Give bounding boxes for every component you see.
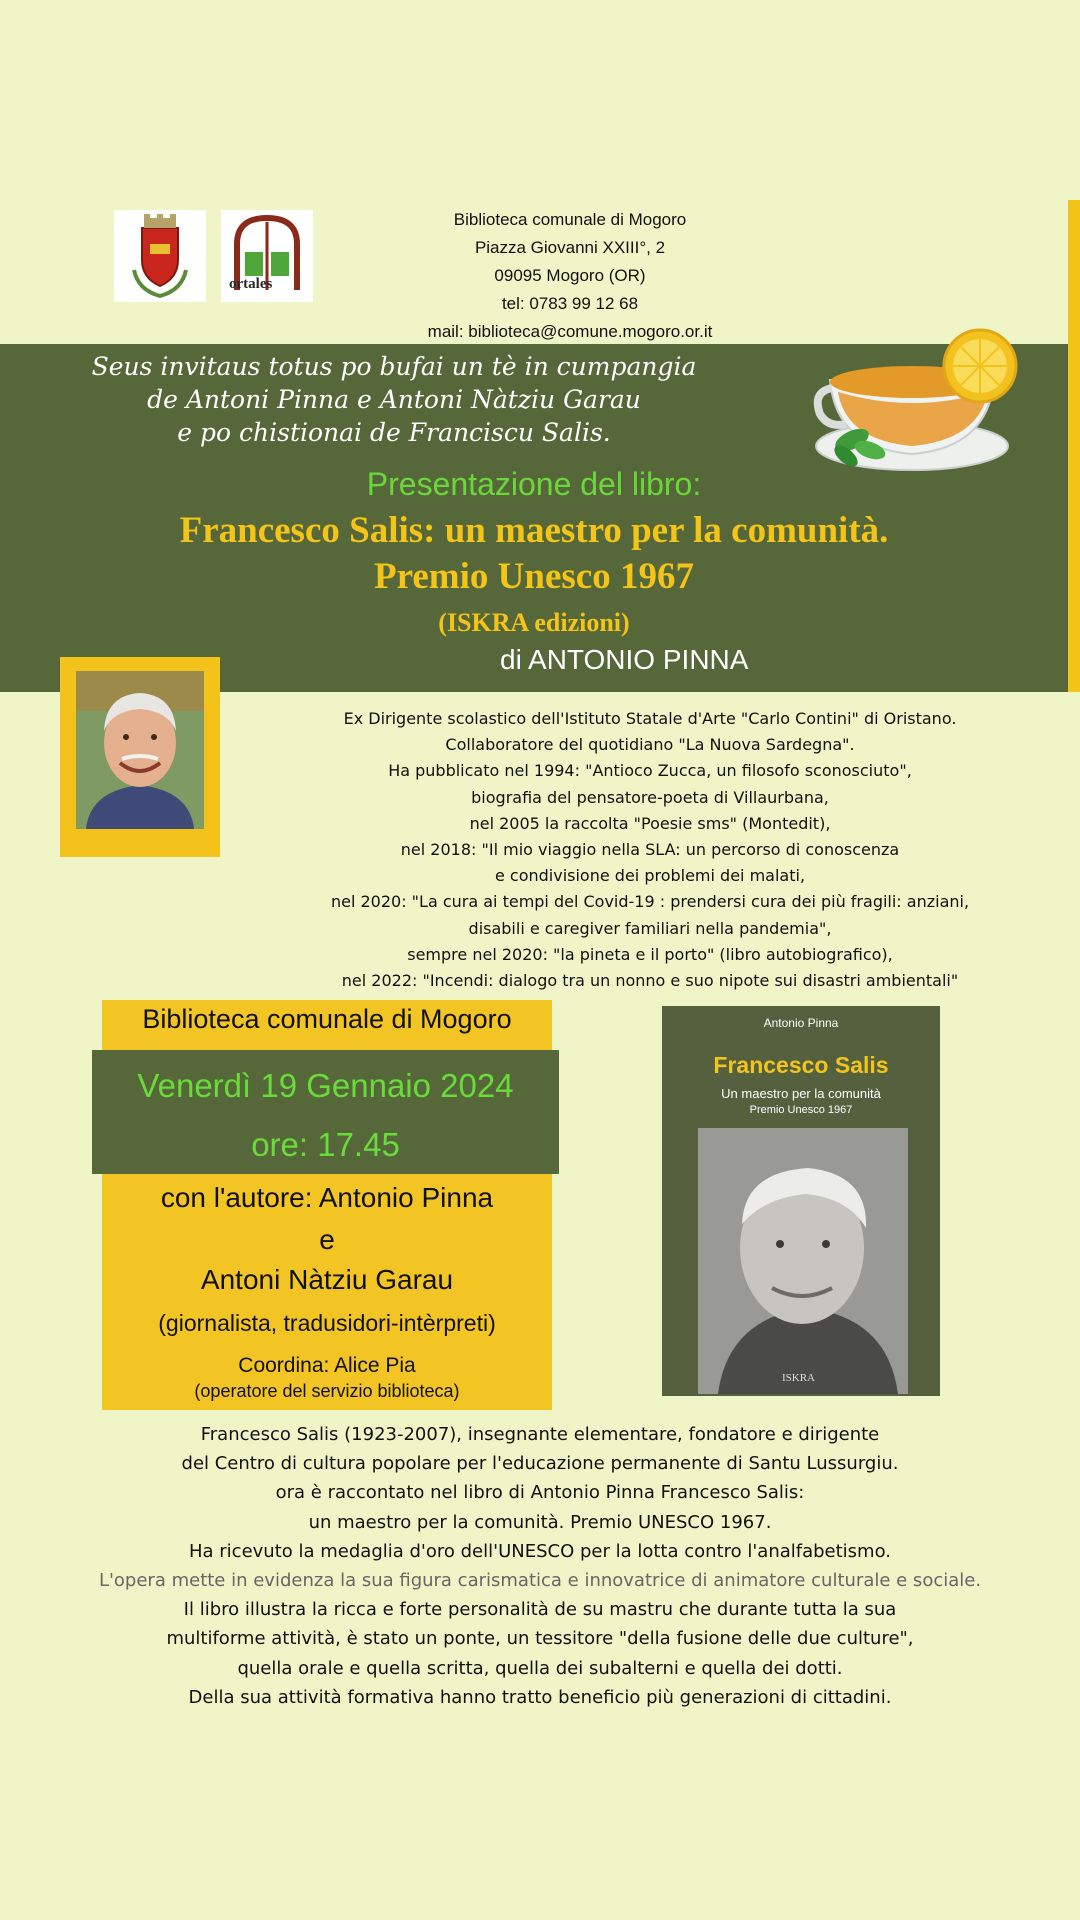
bio-line: Ex Dirigente scolastico dell'Istituto Statale d'Arte "Carlo Contini" di Oristano.: [343, 709, 957, 728]
event-coordinator: Coordina: Alice Pia: [238, 1354, 416, 1377]
tea-cup-illustration: [812, 322, 1024, 486]
contact-address: Piazza Giovanni XXIII°, 2: [474, 238, 666, 257]
invitation-line: Seus invitaus totus po bufai un tè in cumpangia: [91, 352, 697, 381]
description-line: Il libro illustra la ricca e forte personalità de su mastru che durante tutta la sua: [183, 1599, 897, 1621]
municipal-coat-of-arms-logo: [114, 210, 206, 302]
description-line: Della sua attività formativa hanno tratto beneficio più generazioni di cittadini.: [188, 1686, 892, 1708]
coat-of-arms-icon: [114, 210, 206, 302]
cover-publisher: ISKRA: [782, 1372, 816, 1384]
book-title-line: Francesco Salis: un maestro per la comunità.: [179, 510, 889, 551]
event-venue: Biblioteca comunale di Mogoro: [142, 1004, 512, 1034]
bio-line: nel 2005 la raccolta "Poesie sms" (Montedit),: [469, 813, 831, 833]
cover-title: Francesco Salis: [713, 1052, 889, 1078]
contact-postcode-city: 09095 Mogoro (OR): [494, 266, 646, 285]
event-coordinator-role: (operatore del servizio biblioteca): [194, 1381, 460, 1401]
publisher-label: (ISKRA edizioni): [438, 608, 630, 637]
invitation-line: de Antoni Pinna e Antoni Nàtziu Garau: [147, 385, 641, 414]
contact-phone: tel: 0783 99 12 68: [501, 294, 639, 313]
tea-cup-icon: [812, 322, 1024, 482]
book-title-line: Premio Unesco 1967: [374, 556, 694, 597]
bio-line: nel 2022: "Incendi: dialogo tra un nonno e suo nipote sui disastri ambientali": [341, 971, 959, 991]
book-title: [0, 508, 1068, 600]
yellow-edge-stripe: [1068, 200, 1080, 692]
author-byline: di ANTONIO PINNA: [500, 644, 749, 675]
bio-line: e condivisione dei problemi dei malati,: [494, 866, 806, 886]
contact-email: mail: biblioteca@comune.mogoro.or.it: [427, 322, 713, 341]
description-line: multiforme attività, è stato un ponte, un tessitore "della fusione delle due culture",: [166, 1628, 914, 1650]
contact-library-name: Biblioteca comunale di Mogoro: [453, 210, 687, 229]
event-with-author: con l'autore: Antonio Pinna: [160, 1182, 494, 1213]
francesco-salis-portrait-icon: [698, 1128, 908, 1394]
bio-line: nel 2018: "Il mio viaggio nella SLA: un percorso di conoscenza: [400, 840, 900, 860]
library-contact-block: [360, 206, 780, 346]
bio-line: Ha pubblicato nel 1994: "Antioco Zucca, un filosofo sconosciuto",: [388, 761, 912, 781]
cover-award: Premio Unesco 1967: [749, 1104, 853, 1116]
author-photo: [76, 671, 204, 829]
event-time: ore: 17.45: [251, 1126, 400, 1163]
portales-logo: [221, 210, 313, 302]
description-line: L'opera mette in evidenza la sua figura carismatica e innovatrice di animatore culturale e sociale.: [98, 1570, 982, 1592]
bio-line: Collaboratore del quotidiano "La Nuova Sardegna".: [445, 735, 855, 755]
description-line: del Centro di cultura popolare per l'educazione permanente di Santu Lussurgiu.: [181, 1453, 899, 1475]
sardinian-invitation: [14, 350, 774, 449]
author-bio: [240, 706, 1060, 994]
description-line: Francesco Salis (1923-2007), insegnante elementare, fondatore e dirigente: [200, 1424, 880, 1445]
invitation-line: e po chistionai de Franciscu Salis.: [177, 418, 611, 447]
description-line: quella orale e quella scritta, quella dei subalterni e quella dei dotti.: [237, 1657, 843, 1679]
description-line: Ha ricevuto la medaglia d'oro dell'UNESCO per la lotta contro l'analfabetismo.: [188, 1540, 892, 1562]
author-portrait-icon: [76, 671, 204, 829]
bio-line: biografia del pensatore-poeta di Villaurbana,: [471, 787, 829, 807]
description-line: ora è raccontato nel libro di Antonio Pinna Francesco Salis:: [275, 1482, 805, 1504]
event-and: e: [319, 1224, 335, 1255]
cover-portrait: [698, 1128, 908, 1394]
bio-line: disabili e caregiver familiari nella pandemia",: [468, 918, 832, 938]
cover-subtitle: Un maestro per la comunità: [721, 1086, 881, 1101]
event-date: Venerdì 19 Gennaio 2024: [137, 1067, 514, 1104]
event-guest: Antoni Nàtziu Garau: [200, 1264, 454, 1295]
bio-line: nel 2020: "La cura ai tempi del Covid-19 : prendersi cura dei più fragili: anziani,: [330, 892, 970, 912]
presentation-heading: Presentazione del libro:: [366, 466, 702, 502]
description-line: un maestro per la comunità. Premio UNESCO 1967.: [308, 1511, 772, 1533]
event-guest-role: (giornalista, tradusidori-intèrpreti): [158, 1310, 496, 1336]
cover-author: Antonio Pinna: [763, 1016, 839, 1030]
book-description: [0, 1420, 1080, 1712]
bio-line: sempre nel 2020: "la pineta e il porto" (libro autobiografico),: [407, 944, 893, 964]
portales-logo-text: ortales: [229, 276, 273, 292]
